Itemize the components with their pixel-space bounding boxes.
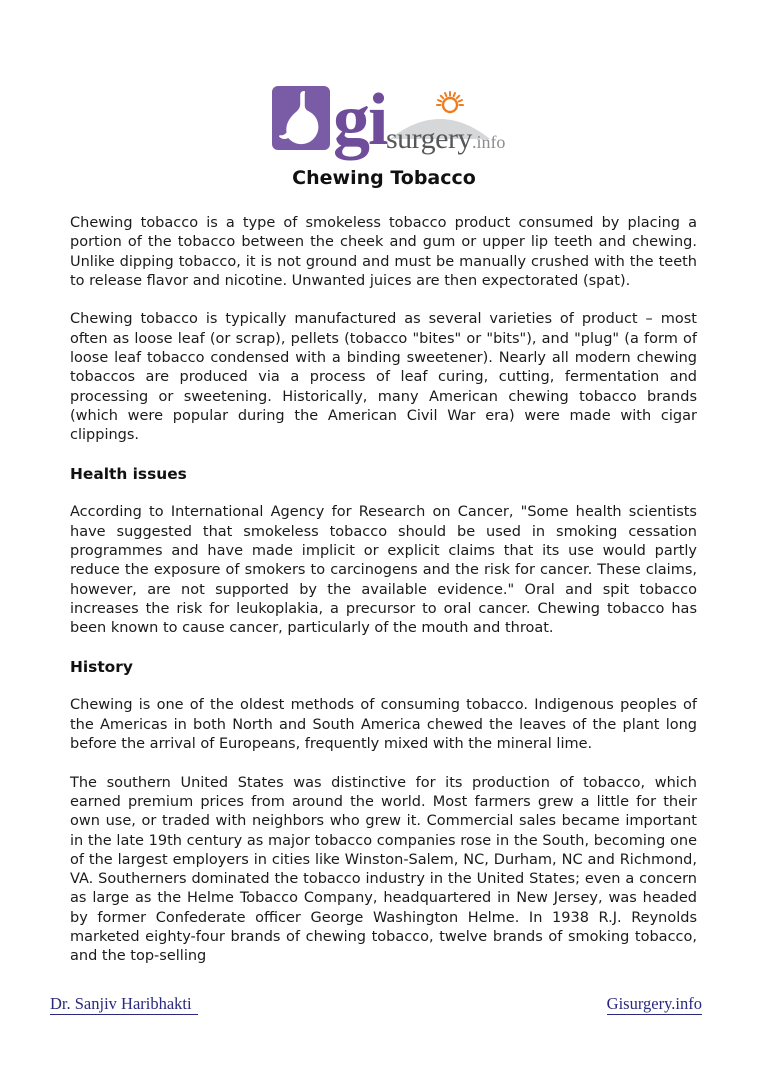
paragraph: Chewing tobacco is typically manufactured as several varieties of product – most often as loose leaf (or scrap), pellets (tobacco "bites" or "bits"), and "plug" (a form of loose leaf tobacco condensed with a binding sweetener). Nearly all modern chewing tobaccos are produced via a process of leaf curing, cutting, fermentation and processing or sweetening. Historically, many American chewing tobacco brands (which were popular during the American Civil War era) were made with cigar clippings.	[70, 311, 697, 444]
stomach-icon	[272, 86, 330, 150]
section-heading-health-issues: Health issues	[70, 464, 187, 483]
site-link[interactable]: Gisurgery.info	[606, 994, 702, 1013]
logo-surgery-text	[386, 124, 505, 154]
document-body	[70, 214, 697, 986]
page-title: Chewing Tobacco	[292, 167, 476, 189]
paragraph: The southern United States was distinctive for its production of tobacco, which earned premium prices from around the world. Most farmers grew a little for their own use, or traded with neighbors who grew it. Commercial sales became important in the late 19th century as major tobacco companies rose in the South, becoming one of the largest employers in cities like Winston-Salem, NC, Durham, NC and Richmond, VA. Southerners dominated the tobacco industry in the United States; even a concern as large as the Helme Tobacco Company, headquartered in New Jersey, was headed by former Confederate officer George Washington Helme. In 1938 R.J. Reynolds marketed eighty-four brands of chewing tobacco, twelve brands of smoking tobacco, and the top-selling	[70, 774, 697, 965]
author-link[interactable]: Dr. Sanjiv Haribhakti	[50, 994, 198, 1015]
paragraph: According to International Agency for Research on Cancer, "Some health scientists have suggested that smokeless tobacco should be used in smoking cessation programmes and have made implicit or explicit claims that its use would partly reduce the exposure of smokers to carcinogens and the risk for cancer. These claims, however, are not supported by the available evidence." Oral and spit tobacco increases the risk for leukoplakia, a precursor to oral cancer. Chewing tobacco has been known to cause cancer, particularly of the mouth and throat.	[70, 504, 697, 637]
logo-gi-text: gi	[333, 79, 387, 161]
paragraph: Chewing tobacco is a type of smokeless tobacco product consumed by placing a portion of the tobacco between the cheek and gum or upper lip teeth and chewing. Unlike dipping tobacco, it is not ground and must be manually crushed with the teeth to release flavor and nicotine. Unwanted juices are then expectorated (spat).	[70, 215, 697, 289]
section-heading-history: History	[70, 657, 133, 676]
logo-info-suffix: .info	[471, 132, 506, 152]
paragraph: Chewing is one of the oldest methods of consuming tobacco. Indigenous peoples of the Americas in both North and South America chewed the leaves of the plant long before the arrival of Europeans, frequently mixed with the mineral lime.	[70, 697, 697, 753]
site-logo	[272, 79, 506, 169]
logo-surgery-word: surgery	[386, 122, 472, 155]
